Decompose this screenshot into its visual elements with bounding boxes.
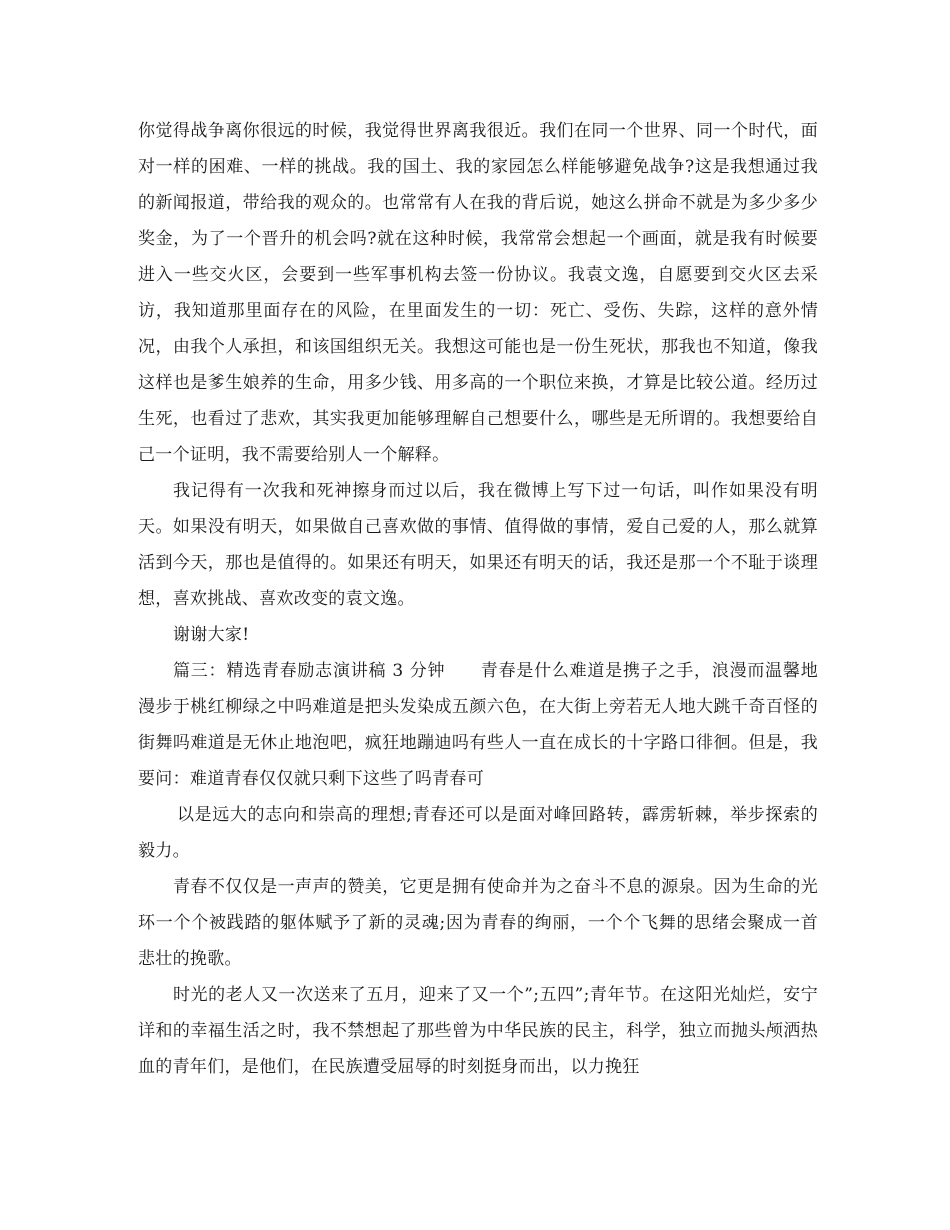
document-body bbox=[138, 113, 818, 1085]
paragraph-5: 以是远大的志向和崇高的理想;青春还可以是面对峰回路转，霹雳斩棘，举步探索的毅力。 bbox=[138, 805, 818, 861]
paragraph-4: 篇三：精选青春励志演讲稿 3 分钟 青春是什么难道是携子之手，浪漫而温馨地漫步于桃红柳绿之中吗难道是把头发染成五颜六色，在大街上旁若无人地大跳千奇百怪的街舞吗难道是无休止地泡吧，疯狂地蹦迪吗有些人一直在成长的十字路口徘徊。但是，我要问：难道青春仅仅就只剩下这些了吗青春可 bbox=[138, 661, 818, 789]
paragraph-1: 你觉得战争离你很远的时候，我觉得世界离我很近。我们在同一个世界、同一个时代，面对一样的困难、一样的挑战。我的国土、我的家园怎么样能够避免战争?这是我想通过我的新闻报道，带给我的观众的。也常常有人在我的背后说，她这么拼命不就是为多少多少奖金，为了一个晋升的机会吗?就在这种时候，我常常会想起一个画面，就是我有时候要进入一些交火区，会要到一些军事机构去签一份协议。我袁文逸，自愿要到交火区去采访，我知道那里面存在的风险，在里面发生的一切：死亡、受伤、失踪，这样的意外情况，由我个人承担，和该国组织无关。我想这可能也是一份生死状，那我也不知道，像我这样也是爹生娘养的生命，用多少钱、用多高的一个职位来换，才算是比较公道。经历过生死，也看过了悲欢，其实我更加能够理解自己想要什么，哪些是无所谓的。我想要给自己一个证明，我不需要给别人一个解释。 bbox=[138, 121, 818, 465]
paragraph-3: 谢谢大家! bbox=[173, 625, 250, 645]
paragraph-7: 时光的老人又一次送来了五月，迎来了又一个”;五四”;青年节。在这阳光灿烂，安宁详和的幸福生活之时，我不禁想起了那些曾为中华民族的民主，科学，独立而抛头颅洒热血的青年们，是他们，在民族遭受屈辱的时刻挺身而出，以力挽狂 bbox=[138, 985, 818, 1077]
paragraph-2: 我记得有一次我和死神擦身而过以后，我在微博上写下过一句话，叫作如果没有明天。如果没有明天，如果做自己喜欢做的事情、值得做的事情，爱自己爱的人，那么就算活到今天，那也是值得的。如果还有明天，如果还有明天的话，我还是那一个不耻于谈理想，喜欢挑战、喜欢改变的袁文逸。 bbox=[138, 481, 818, 609]
paragraph-6: 青春不仅仅是一声声的赞美，它更是拥有使命并为之奋斗不息的源泉。因为生命的光环一个个被践踏的躯体赋予了新的灵魂;因为青春的绚丽，一个个飞舞的思绪会聚成一首悲壮的挽歌。 bbox=[138, 877, 818, 969]
